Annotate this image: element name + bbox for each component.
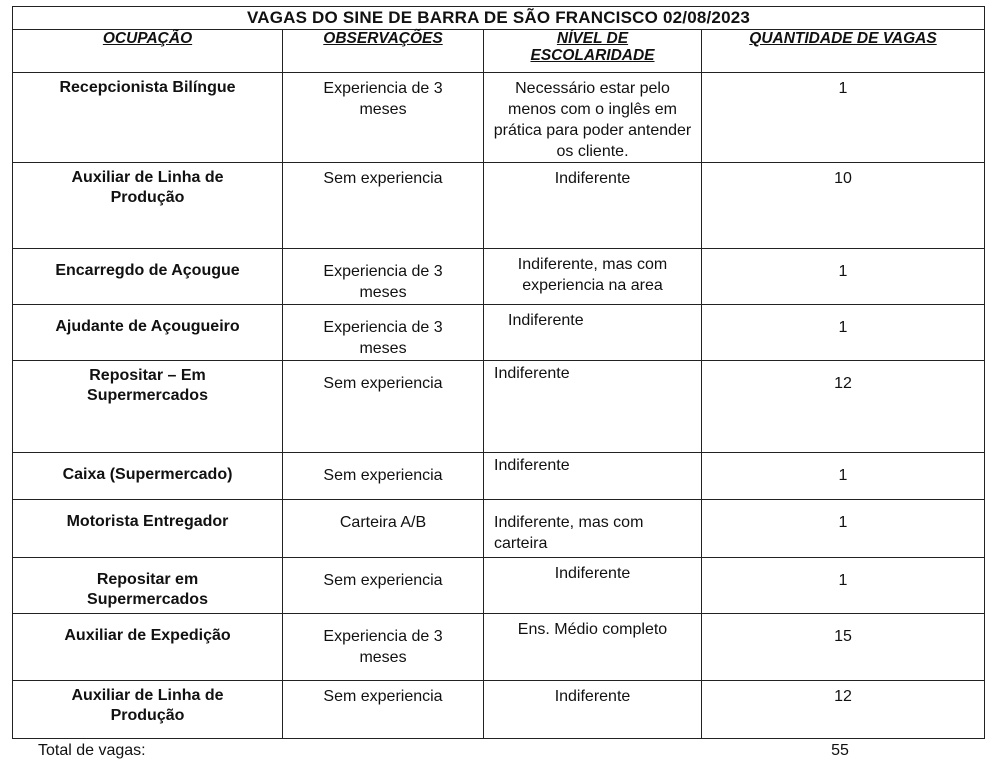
cell-observacoes: Carteira A/B — [283, 500, 484, 558]
cell-observacoes: Sem experiencia — [283, 681, 484, 739]
cell-nivel: Indiferente — [484, 558, 702, 614]
cell-observacoes: Experiencia de 3 meses — [283, 614, 484, 681]
cell-nivel: Indiferente — [484, 163, 702, 249]
cell-ocupacao: Auxiliar de Linha de Produção — [13, 163, 283, 249]
cell-quantidade: 1 — [702, 500, 985, 558]
total-label: Total de vagas: — [38, 742, 146, 759]
cell-observacoes: Experiencia de 3 meses — [283, 73, 484, 163]
table-row — [13, 500, 985, 558]
cell-observacoes: Experiencia de 3 meses — [283, 305, 484, 361]
cell-nivel: Indiferente, mas com carteira — [484, 500, 702, 558]
cell-observacoes: Sem experiencia — [283, 361, 484, 453]
cell-nivel: Indiferente, mas com experiencia na area — [484, 249, 702, 305]
table-row — [13, 558, 985, 614]
table-row — [13, 163, 985, 249]
cell-nivel: Indiferente — [484, 361, 702, 453]
header-observacoes: OBSERVAÇÕES — [283, 30, 484, 73]
cell-quantidade: 10 — [702, 163, 985, 249]
cell-ocupacao: Caixa (Supermercado) — [13, 453, 283, 500]
cell-quantidade: 1 — [702, 453, 985, 500]
header-quantidade: QUANTIDADE DE VAGAS — [702, 30, 985, 73]
cell-nivel: Indiferente — [484, 681, 702, 739]
table-title: VAGAS DO SINE DE BARRA DE SÃO FRANCISCO 02/08/2023 — [13, 7, 985, 30]
header-nivel: NÍVEL DE ESCOLARIDADE — [484, 30, 702, 73]
cell-nivel: Ens. Médio completo — [484, 614, 702, 681]
table-row — [13, 73, 985, 163]
cell-nivel: Indiferente — [484, 453, 702, 500]
cell-ocupacao: Auxiliar de Linha de Produção — [13, 681, 283, 739]
cell-quantidade: 1 — [702, 73, 985, 163]
table-row — [13, 681, 985, 739]
cell-ocupacao: Motorista Entregador — [13, 500, 283, 558]
vacancies-table — [12, 6, 985, 739]
total-value: 55 — [831, 742, 849, 759]
cell-observacoes: Sem experiencia — [283, 163, 484, 249]
cell-quantidade: 1 — [702, 558, 985, 614]
cell-ocupacao: Repositar em Supermercados — [13, 558, 283, 614]
cell-ocupacao: Ajudante de Açougueiro — [13, 305, 283, 361]
cell-observacoes: Experiencia de 3 meses — [283, 249, 484, 305]
cell-ocupacao: Repositar – Em Supermercados — [13, 361, 283, 453]
cell-observacoes: Sem experiencia — [283, 453, 484, 500]
cell-quantidade: 1 — [702, 305, 985, 361]
cell-quantidade: 1 — [702, 249, 985, 305]
table-row — [13, 453, 985, 500]
cell-nivel: Necessário estar pelo menos com o inglês em prática para poder antender os cliente. — [484, 73, 702, 163]
table-row — [13, 249, 985, 305]
cell-ocupacao: Auxiliar de Expedição — [13, 614, 283, 681]
header-ocupacao: OCUPAÇÃO — [13, 30, 283, 73]
table-row — [13, 361, 985, 453]
cell-quantidade: 15 — [702, 614, 985, 681]
cell-ocupacao: Recepcionista Bilíngue — [13, 73, 283, 163]
table-row — [13, 305, 985, 361]
cell-ocupacao: Encarregdo de Açougue — [13, 249, 283, 305]
cell-observacoes: Sem experiencia — [283, 558, 484, 614]
cell-quantidade: 12 — [702, 361, 985, 453]
cell-nivel: Indiferente — [484, 305, 702, 361]
table-row — [13, 614, 985, 681]
cell-quantidade: 12 — [702, 681, 985, 739]
